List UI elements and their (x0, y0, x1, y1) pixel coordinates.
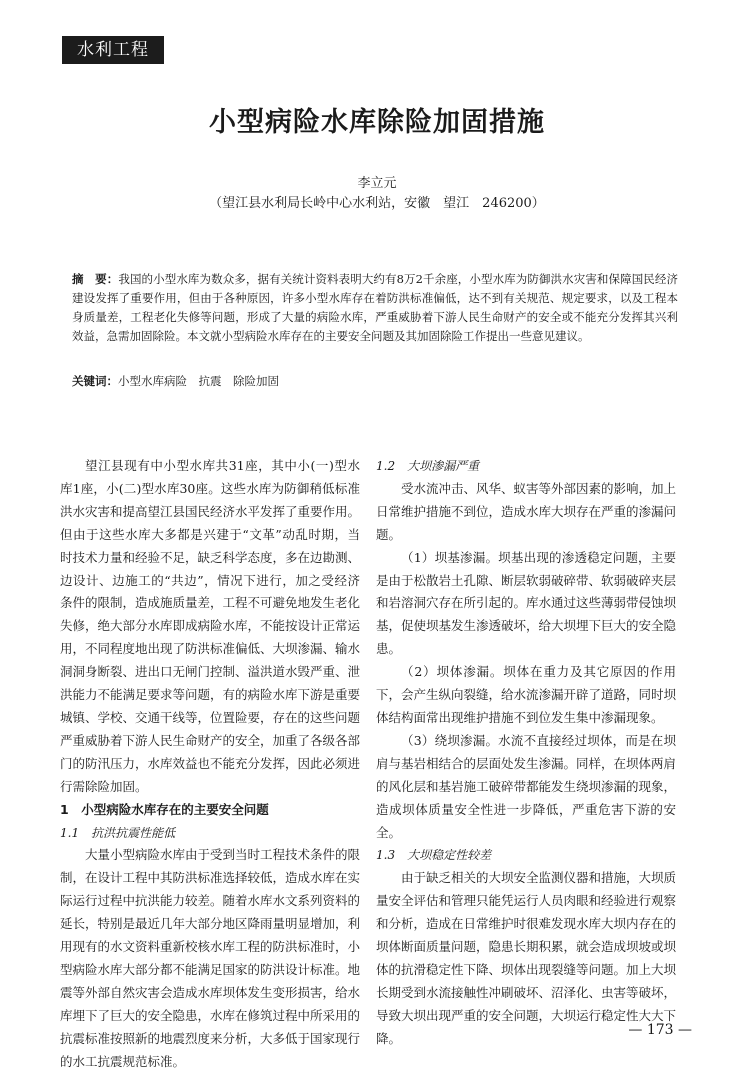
subsection-heading-1-2: 1.2 大坝渗漏严重 (376, 459, 480, 473)
section-tag: 水利工程 (62, 36, 164, 64)
abstract-text: 我国的小型水库为数众多，据有关统计资料表明大约有8万2千余座，小型水库为防御洪水灾害和保障国民经济建设发挥了重要作用，但由于各种原因，许多小型水库存在着防洪标准偏低，达不到有关规范、规定要求，以及工程本身质量差，工程老化失修等问题，形成了大量的病险水库，严重威胁着下游人民生命财产的安全或不能充分发挥其兴利效益，急需加固除险。本文就小型病险水库存在的主要安全问题及其加固除险工作提出一些意见建议。 (72, 272, 678, 343)
paragraph-1-2-b: （2）坝体渗漏。坝体在重力及其它原因的作用下，会产生纵向裂缝，给水流渗漏开辟了道路，同时坝体结构面常出现维护措施不到位发生集中渗漏现象。 (376, 664, 677, 725)
keywords-text: 小型水库病险 抗震 除险加固 (118, 374, 279, 388)
paragraph-1-2: 受水流冲击、风华、蚁害等外部因素的影响，加上日常维护措施不到位，造成水库大坝存在严重的渗漏问题。 (376, 480, 677, 542)
paragraph-1-2-c: （3）绕坝渗漏。水流不直接经过坝体，而是在坝肩与基岩相结合的层面处发生渗漏。同样，在坝体两肩的风化层和基岩施工破碎带都能发生绕坝渗漏的现象，造成坝体质量安全性进一步降低，严重危害下游的安全。 (376, 732, 677, 840)
keywords (72, 372, 678, 391)
abstract (72, 270, 678, 346)
paragraph-1-3: 由于缺乏相关的大坝安全监测仪器和措施，大坝质量安全评估和管理只能凭运行人员肉眼和经验进行观察和分析，造成在日常维护时很难发现水库大坝内存在的坝体断面质量问题，隐患长期积累，就会造成坝坡或坝体的抗滑稳定性下降、坝体出现裂缝等问题。加上大坝长期受到水流接触性冲刷破坏、沼泽化、虫害等破坏，导致大坝出现严重的安全问题，大坝运行稳定性大大下降。 (376, 870, 677, 1046)
subsection-heading-1-1: 1.1 抗洪抗震性能低 (60, 825, 176, 840)
body-column-left (60, 455, 360, 1073)
abstract-label: 摘 要： (72, 272, 119, 286)
paragraph-1-1: 大量小型病险水库由于受到当时工程技术条件的限制，在设计工程中其防洪标准选择较低，造成水库在实际运行过程中抗洪能力较差。随着水库水文系列资料的延长，特别是最近几年大部分地区降雨量明显增加，利用现有的水文资料重新校核水库工程的防洪标准时，小型病险水库大部分都不能满足国家的防洪设计标准。地震等外部自然灾害会造成水库坝体发生变形损害，给水库埋下了巨大的安全隐患，水库在修筑过程中所采用的抗震标准按照新的地震烈度来分析，大多低于国家现行的水工抗震规范标准。 (60, 847, 361, 1069)
intro-paragraph: 望江县现有中小型水库共31座，其中小(一)型水库1座，小(二)型水库30座。这些水库为防御稍低标准洪水灾害和提高望江县国民经济水平发挥了重要作用。但由于这些水库大多都是兴建于“文革”动乱时期，当时技术力量和经验不足，缺乏科学态度，多在边勘测、边设计、边施工的“共边”，情况下进行，加之受经济条件的限制，造成施质量差，工程不可避免地发生老化失修，绝大部分水库即成病险水库，不能按设计正常运用，不同程度地出现了防洪标准偏低、大坝渗漏、输水洞洞身断裂、进出口无闸门控制、溢洪道水毁严重、泄洪能力不能满足要求等问题，有的病险水库下游是重要城镇、学校、交通干线等，位置险要，存在的这些问题严重威胁着下游人民生命财产的安全，加重了各级各部门的防汛压力，水库效益也不能充分发挥，因此必须进行需除险加固。 (60, 458, 361, 794)
author-affiliation: （望江县水利局长岭中心水利站，安徽 望江 246200） (209, 196, 545, 211)
body-column-right (376, 455, 676, 1051)
keywords-label: 关键词： (72, 374, 118, 388)
author-name: 李立元 (357, 176, 397, 191)
article-title: 小型病险水库除险加固措施 (209, 107, 545, 138)
subsection-heading-1-3: 1.3 大坝稳定性较差 (376, 848, 492, 863)
section-heading-1: 1 小型病险水库存在的主要安全问题 (60, 801, 269, 817)
page-number: — 173 — (628, 1022, 692, 1038)
paragraph-1-2-a: （1）坝基渗漏。坝基出现的渗透稳定问题，主要是由于松散岩土孔隙、断层软弱破碎带、软弱破碎夹层和岩溶洞穴存在所引起的。库水通过这些薄弱带侵蚀坝基，促使坝基发生渗透破坏，给大坝埋下巨大的安全隐患。 (376, 549, 677, 657)
